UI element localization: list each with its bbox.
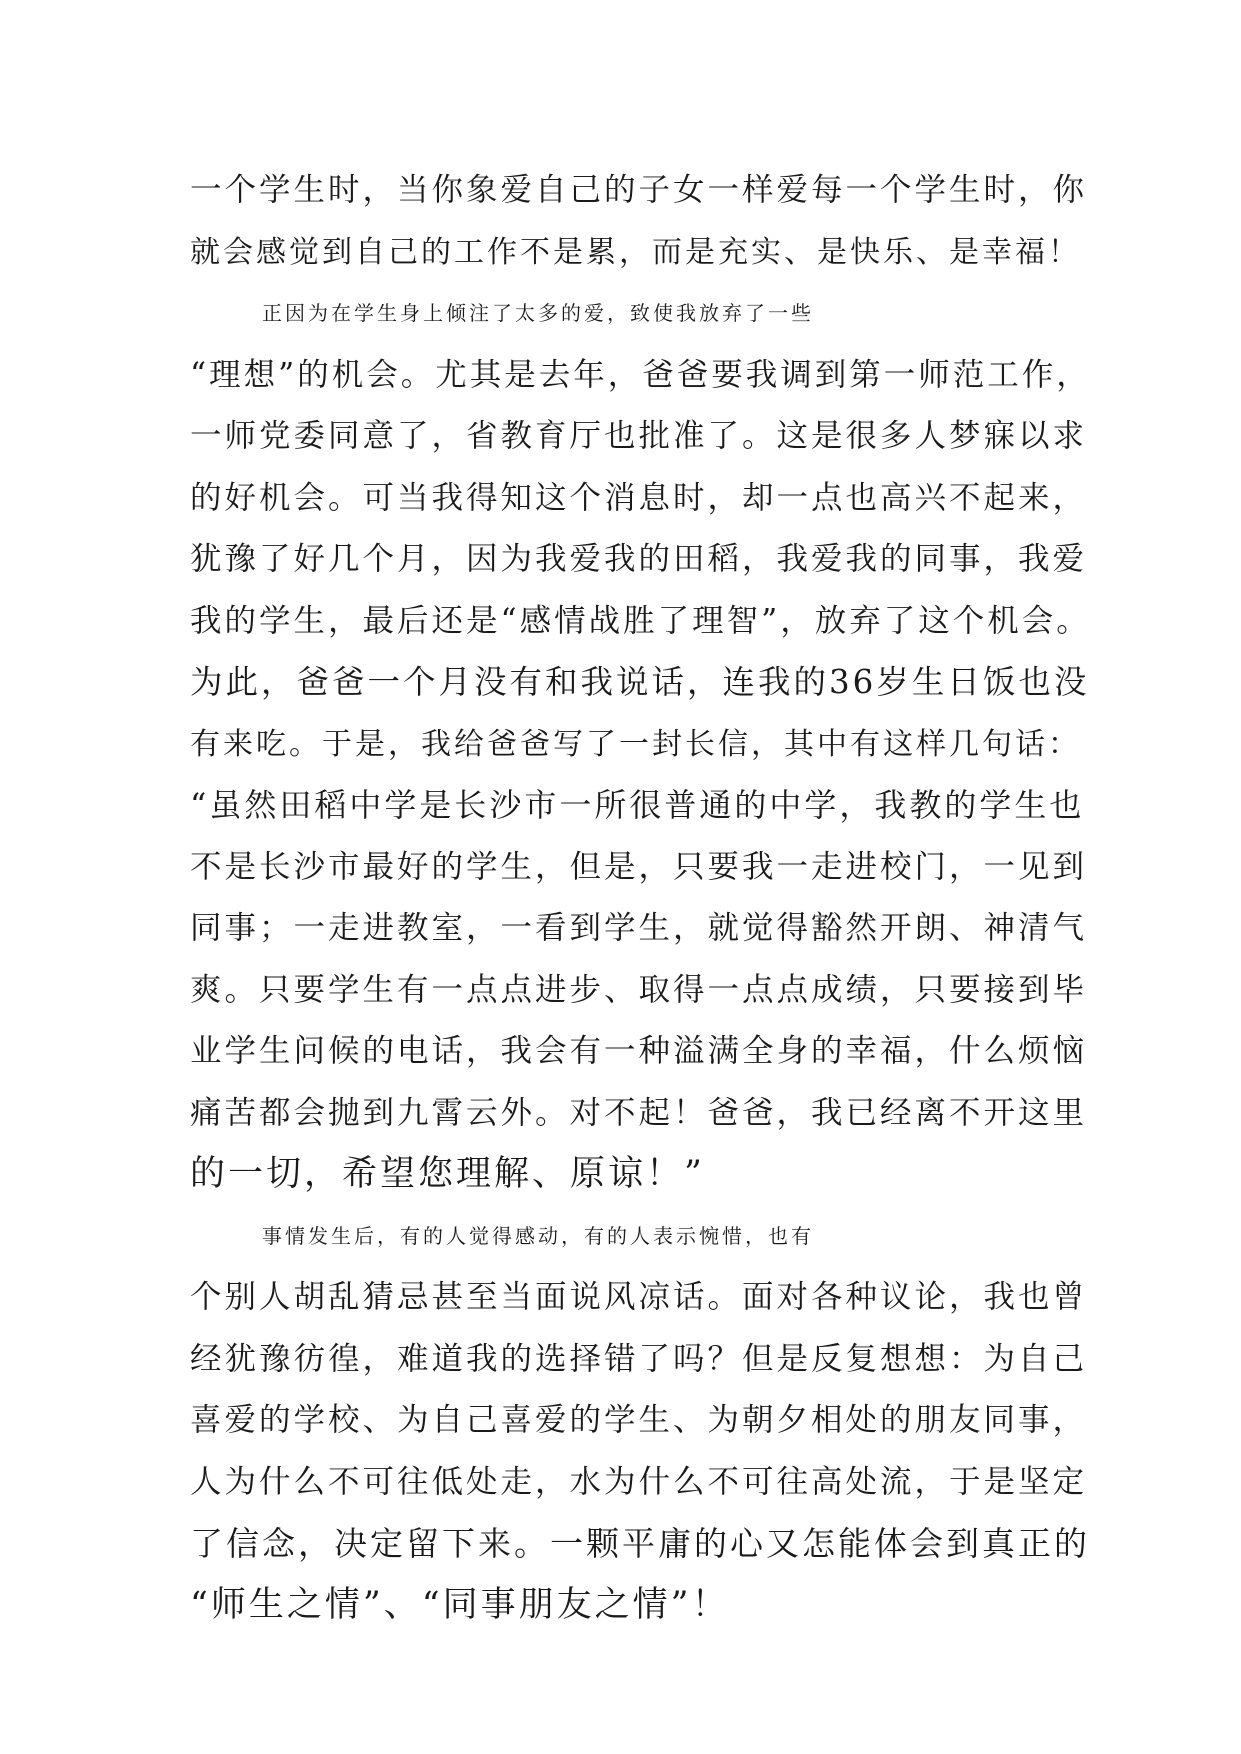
text-line: 的一切，希望您理解、原谅！” xyxy=(190,1154,705,1194)
text-line: 同事；一走进教室，一看到学生，就觉得豁然开朗、神清气 xyxy=(190,910,1088,946)
text-line: 经犹豫彷徨，难道我的选择错了吗？但是反复想想：为自己 xyxy=(190,1340,1088,1377)
text-line: 一个学生时，当你象爱自己的子女一样爱每一个学生时，你 xyxy=(190,172,1088,208)
text-line: 一师党委同意了，省教育厅也批准了。这是很多人梦寐以求 xyxy=(190,418,1088,454)
text-line: 个别人胡乱猜忌甚至当面说风凉话。面对各种议论，我也曾 xyxy=(190,1279,1088,1315)
text-line: 不是长沙市最好的学生，但是，只要我一走进校门，一见到 xyxy=(190,848,1088,885)
text-line: 犹豫了好几个月，因为我爱我的田稻，我爱我的同事，我爱 xyxy=(190,541,1088,577)
paragraph-start-line: 事情发生后，有的人觉得感动，有的人表示惋惜，也有 xyxy=(262,1223,814,1248)
paragraph-start-line: 正因为在学生身上倾注了太多的爱，致使我放弃了一些 xyxy=(262,301,814,325)
text-line: 的好机会。可当我得知这个消息时，却一点也高兴不起来， xyxy=(190,479,1088,516)
text-line: 痛苦都会抛到九霄云外。对不起！爸爸，我已经离不开这里 xyxy=(190,1094,1088,1131)
text-line: 有来吃。于是，我给爸爸写了一封长信，其中有这样几句话： xyxy=(190,726,1081,762)
text-line: “虽然田稻中学是长沙市一所很普通的中学，我教的学生也 xyxy=(190,786,1085,824)
body-text xyxy=(190,160,1090,1636)
text-line: “师生之情”、“同事朋友之情”！ xyxy=(190,1584,730,1625)
text-line: 了信念，决定留下来。一颗平庸的心又怎能体会到真正的 xyxy=(190,1524,1090,1563)
text-line: “理想”的机会。尤其是去年，爸爸要我调到第一师范工作， xyxy=(190,356,1091,393)
text-line: 我的学生，最后还是“感情战胜了理智”，放弃了这个机会。 xyxy=(190,602,1091,639)
text-line: 喜爱的学校、为自己喜爱的学生、为朝夕相处的朋友同事， xyxy=(190,1402,1088,1438)
text-line: 就会感觉到自己的工作不是累，而是充实、是快乐、是幸福！ xyxy=(190,234,1081,270)
text-line: 为此，爸爸一个月没有和我说话，连我的36岁生日饭也没 xyxy=(190,663,1090,701)
text-line: 爽。只要学生有一点点进步、取得一点点成绩，只要接到毕 xyxy=(190,971,1088,1008)
text-line: 业学生问候的电话，我会有一种溢满全身的幸福，什么烦恼 xyxy=(190,1033,1088,1069)
text-line: 人为什么不可往低处走，水为什么不可往高处流，于是坚定 xyxy=(190,1463,1088,1500)
